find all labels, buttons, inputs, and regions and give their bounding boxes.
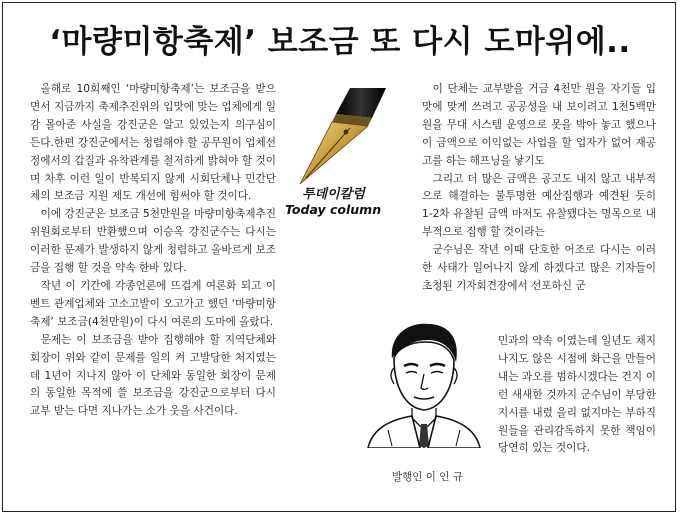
paragraph: 작년 이 기간에 각종언론에 뜨겁게 여론화 되고 이벤트 관계업체와 고소고발이 오고가고 했던 ‘마량미항축제’ 보조금(4천만원)이 다시 여론의 도마에 올랐다. — [30, 279, 276, 328]
paragraph: 민과의 약속 이였는데 일년도 채지나지도 않은 시점에 화근을 만들어 내는 과오를 범하시겠다는 건지 이런 새새한 것까지 군수님이 부당한 지시를 내렸 을리 없지마는 부하직원들을 관리감독하지 못한 책임이 당연히 있는 것이다. — [498, 335, 656, 455]
paragraph: 문제는 이 보조금을 받아 집행해야 할 지역단체와 회장이 위와 같이 문제를 일의 켜 고발당한 처지였는데 1년이 지나지 않아 이 단체와 동일한 회장이 문제의 동일한 목적에 쓸 보조금을 강진군으로부터 다시 교부 받는 다면 지나가는 소가 웃을 사건이다. — [30, 333, 276, 418]
paragraph: 올해로 10회째인 ‘마량미항축제’는 보조금을 받으면서 지금까지 축제추진위의 입맛에 맞는 업체에게 일감 몰아준 사실을 강진군은 알고 있었는지 의구심이 든다.한편 강진군에서는 청렴해야 할 공무원이 업체선정에서의 갑질과 유착관계를 철저하게 밝혀야 할 것이며 차후 이런 일이 반복되지 않게 시회단체나 민간단체의 보조금 지원 제도 개선에 힘써야 할 것이다. — [30, 83, 276, 203]
paragraph: 이에 강진군은 보조금 5천만원을 마량미항축제추진위원회로부터 반환했으며 이승옥 강진군수는 다시는 이러한 문제가 발생하지 않게 청렴하고 올바르게 보조금을 집행 할 것을 약속 한바 있다. — [30, 208, 276, 275]
paragraph: 이 단체는 교부받을 거금 4천만 원을 자기들 입맛에 맞게 쓰려고 공공성을 내 보이려고 1천5백만원을 무대 시스템 운영으로 못을 박아 놓고 했으나 이 금액으로 이익없는 사업을 할 업자가 없어 재공고를 하는 해프닝을 낳기도 — [422, 83, 656, 167]
column-label-english: Today column — [285, 202, 382, 217]
left-column — [30, 81, 276, 511]
portrait-sketch-icon — [362, 318, 486, 448]
publisher-portrait — [362, 318, 486, 448]
right-column — [422, 81, 656, 296]
portrait-caption: 발행인 이 인 규 — [392, 471, 463, 483]
paragraph: 군수님은 작년 이때 단호한 어조로 다시는 이러한 사태가 일어나지 않게 하겠다고 많은 기자들이 초청된 기자회견장에서 선포하신 군 — [422, 244, 656, 292]
right-column-continuation — [498, 333, 656, 458]
column-label-korean: 투데이칼럼 — [302, 187, 365, 202]
headline: ‘마량미항축제’ 보조금 또 다시 도마위에.. — [49, 24, 631, 60]
paragraph: 그리고 더 많은 금액은 공고도 내지 않고 내부적으로 해결하는 불투명한 예산집행과 예견된 듯히 1-2차 유찰된 금액 마저도 유찰됐다는 명목으로 내부적으로 집행 할 것이라는 — [422, 172, 656, 239]
